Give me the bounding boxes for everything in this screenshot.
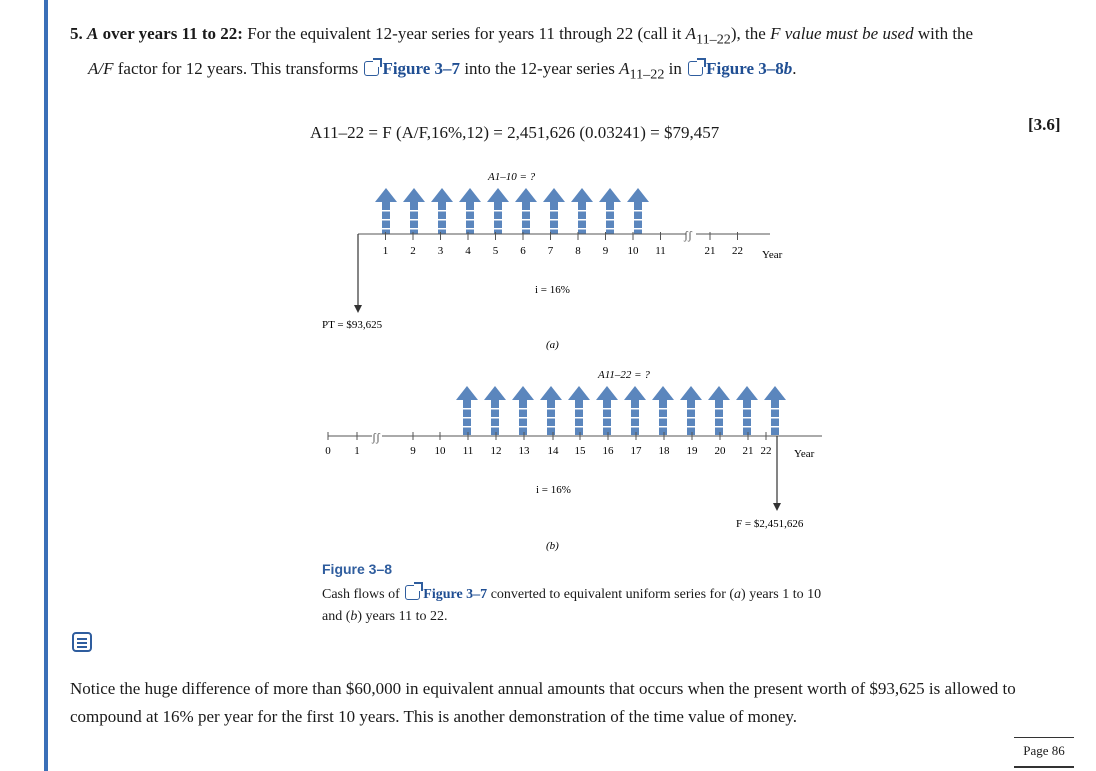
link-figure-3-7[interactable]: Figure 3–7 [423, 587, 488, 602]
axis-tick-b: 19 [686, 445, 698, 457]
cashflow-arrow-b [484, 386, 506, 437]
rate-label-a: i = 16% [535, 284, 570, 296]
text-run: factor for 12 years. This transforms [113, 59, 363, 79]
note-icon[interactable] [72, 632, 92, 652]
axis-break-mark: ʃʃ [372, 430, 380, 444]
cashflow-arrow-a [375, 188, 397, 234]
axis-tick-b: 15 [574, 445, 586, 457]
figure-caption: Cash flows of Figure 3–7 converted to equivalent uniform series for (a) years 1 to 10 and (b) years 11 to 22. [322, 587, 822, 624]
equation-number: [3.6] [1028, 115, 1061, 134]
figure-caption-title: Figure 3–8 [322, 561, 393, 577]
cashflow-arrow-b [596, 386, 618, 437]
cashflow-arrow-a [627, 188, 649, 234]
axis-tick-a: 5 [492, 245, 499, 257]
figure-a-cashflow [300, 160, 820, 360]
figure-b-label: (b) [546, 540, 559, 552]
axis-tick-a: 1 [382, 245, 389, 257]
cashflow-arrow-a [571, 188, 593, 234]
cashflow-arrow-a [515, 188, 537, 234]
cashflow-arrow-b [456, 386, 478, 437]
emphasis: value must be used [780, 24, 914, 43]
axis-year-a: Year [762, 249, 783, 261]
symbol-a: A [619, 59, 630, 79]
axis-tick-b: 12 [490, 445, 502, 457]
link-figure-3-8b[interactable]: Figure 3–8b [706, 59, 793, 79]
cashflow-arrow-a [599, 188, 621, 234]
axis-tick-b: 20 [714, 445, 726, 457]
factor-af: A/F [88, 59, 114, 79]
step-heading: over years 11 to 22: [98, 24, 243, 43]
symbol-a: A [685, 24, 697, 43]
text-run: in [664, 59, 687, 79]
step-heading-symbol: A [87, 24, 99, 43]
external-link-icon[interactable] [405, 585, 420, 600]
paragraph-note: Notice the huge difference of more than $60,000 in equivalent annual amounts that occurs when the present worth of $93,625 is allowed to compound at 16% per year for the first 10 years. This is another demonstration of the time value of money. [70, 679, 1016, 726]
axis-tick-a: 11 [655, 245, 666, 257]
axis-tick-a: 3 [437, 245, 444, 257]
present-worth-label: PT = $93,625 [322, 319, 383, 331]
future-worth-label: F = $2,451,626 [736, 518, 804, 530]
text-run: ), the [730, 24, 771, 43]
paragraph-step-5 [70, 19, 1060, 90]
cashflow-arrow-b [540, 386, 562, 437]
axis-break-mark: ʃʃ [684, 228, 692, 242]
axis-tick-b: 17 [630, 445, 642, 457]
figure-b-cashflow [300, 360, 830, 560]
cashflow-arrow-b [568, 386, 590, 437]
left-accent-bar [44, 0, 48, 771]
symbol-f: F [770, 24, 781, 43]
step-number: 5. [70, 24, 83, 43]
cashflow-arrow-b [624, 386, 646, 437]
text-run: . [792, 59, 797, 79]
axis-tick-b: 1 [354, 445, 360, 457]
axis-tick-b: 0 [325, 445, 331, 457]
series-label-b: A11–22 = ? [598, 369, 650, 381]
figure-a-label: (a) [546, 339, 559, 351]
external-link-icon[interactable] [688, 61, 703, 76]
cashflow-arrow-a [431, 188, 453, 234]
cashflow-arrow-a [459, 188, 481, 234]
axis-tick-a: 2 [410, 245, 416, 257]
text-run: into the 12-year series [460, 59, 620, 79]
axis-tick-a: 9 [602, 245, 609, 257]
axis-tick-a: 7 [547, 245, 554, 257]
text-run: with the [913, 24, 974, 43]
equation: A11–22 = F (A/F,16%,12) = 2,451,626 (0.03241) = $79,457 [310, 123, 720, 142]
link-figure-3-7[interactable]: Figure 3–7 [382, 59, 461, 79]
rate-label-b: i = 16% [536, 484, 571, 496]
axis-tick-b: 18 [658, 445, 670, 457]
axis-tick-b: 16 [602, 445, 614, 457]
text-run: For the equivalent 12-year series for years 11 through 22 (call it [242, 24, 686, 43]
cashflow-arrow-a [403, 188, 425, 234]
subscript: 11–22 [629, 66, 665, 83]
axis-tick-a: 6 [520, 245, 526, 257]
cashflow-arrow-b [512, 386, 534, 437]
axis-tick-b: 11 [462, 445, 474, 457]
cashflow-arrow-b [736, 386, 758, 437]
cashflow-arrow-a [543, 188, 565, 234]
axis-tick-a: 4 [465, 245, 471, 257]
axis-tick-a: 10 [627, 245, 639, 257]
page-number: Page 86 [1014, 737, 1074, 768]
subscript: 11–22 [696, 31, 731, 48]
series-label-a: A1–10 = ? [488, 171, 536, 183]
axis-tick-a: 21 [704, 245, 716, 257]
axis-tick-b: 21 [742, 445, 754, 457]
axis-tick-a: 22 [732, 245, 743, 257]
cashflow-arrow-a [487, 188, 509, 234]
cashflow-arrow-b [680, 386, 702, 437]
axis-tick-b: 13 [518, 445, 530, 457]
axis-tick-b: 10 [434, 445, 446, 457]
axis-tick-b: 22 [760, 445, 772, 457]
axis-tick-b: 14 [547, 445, 559, 457]
cashflow-arrow-b [652, 386, 674, 437]
axis-year-b: Year [794, 448, 815, 460]
axis-tick-b: 9 [410, 445, 416, 457]
cashflow-arrow-b [764, 386, 786, 437]
external-link-icon[interactable] [364, 61, 379, 76]
axis-tick-a: 8 [575, 245, 581, 257]
cashflow-arrow-b [708, 386, 730, 437]
